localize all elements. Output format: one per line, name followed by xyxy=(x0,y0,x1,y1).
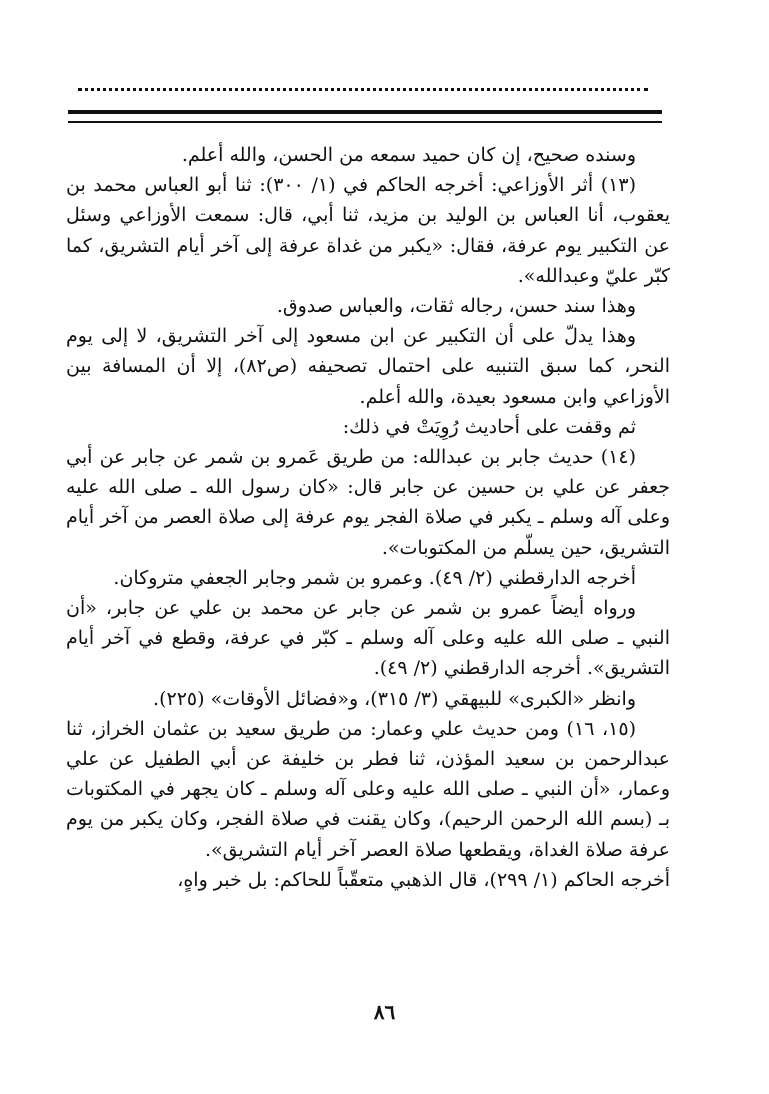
header-dotted-rule xyxy=(78,88,648,91)
paragraph-3: وهذا سند حسن، رجاله ثقات، والعباس صدوق. xyxy=(276,295,636,318)
paragraph-11: أخرجه الحاكم (١/ ٢٩٩)، قال الذهبي متعقّباً للحاكم: بل خبر واهٍ، xyxy=(177,868,670,891)
paragraph-1: وسنده صحيح، إن كان حميد سمعه من الحسن، والله أعلم. xyxy=(181,144,636,166)
paragraph-5: ثم وقفت على أحاديث رُوِيَتْ في ذلك: xyxy=(342,415,636,438)
header-thick-rule xyxy=(68,110,662,114)
paragraph-2: (١٣) أثر الأوزاعي: أخرجه الحاكم في (١/ ٣٠٠): ثنا أبو العباس محمد بن يعقوب، أنا العباس بن الوليد بن مزيد، ثنا أبي، قال: سمعت الأوزاعي وسئل عن التكبير يوم عرفة، فقال: «يكبر من غداة عرفة إلى آخر أيام التشريق، كما كبّر عليّ وعبدالله». xyxy=(66,174,670,287)
paragraph-8: ورواه أيضاً عمرو بن شمر عن جابر عن محمد بن علي عن جابر، «أن النبي ـ صلى الله عليه وعلى آله وسلم ـ كبّر في عرفة، وقطع في آخر أيام التشريق». أخرجه الدارقطني (٢/ ٤٩). xyxy=(66,597,670,680)
page-body xyxy=(66,140,670,895)
paragraph-9: وانظر «الكبرى» للبيهقي (٣/ ٣١٥)، و«فضائل الأوقات» (٢٢٥). xyxy=(153,687,636,710)
page-number: ٨٦ xyxy=(373,1000,396,1024)
paragraph-7: أخرجه الدارقطني (٢/ ٤٩). وعمرو بن شمر وجابر الجعفي متروكان. xyxy=(113,566,636,589)
header-thin-rule xyxy=(68,121,662,123)
paragraph-4: وهذا يدلّ على أن التكبير عن ابن مسعود إلى آخر التشريق، لا إلى يوم النحر، كما سبق التنبيه على احتمال تصحيفه (ص٨٢)، إلا أن المسافة بين الأوزاعي وابن مسعود بعيدة، والله أعلم. xyxy=(66,325,670,408)
paragraph-6: (١٤) حديث جابر بن عبدالله: من طريق عَمرو بن شمر عن جابر عن أبي جعفر عن علي بن حسين عن جابر قال: «كان رسول الله ـ صلى الله عليه وعلى آله وسلم ـ يكبر في صلاة الفجر يوم عرفة إلى صلاة العصر من آخر أيام التشريق، حين يسلّم من المكتوبات». xyxy=(66,446,670,559)
paragraph-10: (١٥، ١٦) ومن حديث علي وعمار: من طريق سعيد بن عثمان الخراز، ثنا عبدالرحمن بن سعيد المؤذن، ثنا فطر بن خليفة عن أبي الطفيل عن علي وعمار، «أن النبي ـ صلى الله عليه وعلى آله وسلم ـ كان يجهر في المكتوبات بـ (بسم الله الرحمن الرحيم)، وكان يقنت في صلاة الفجر، وكان يكبر من يوم عرفة صلاة الغداة، ويقطعها صلاة العصر آخر أيام التشريق». xyxy=(66,717,670,861)
